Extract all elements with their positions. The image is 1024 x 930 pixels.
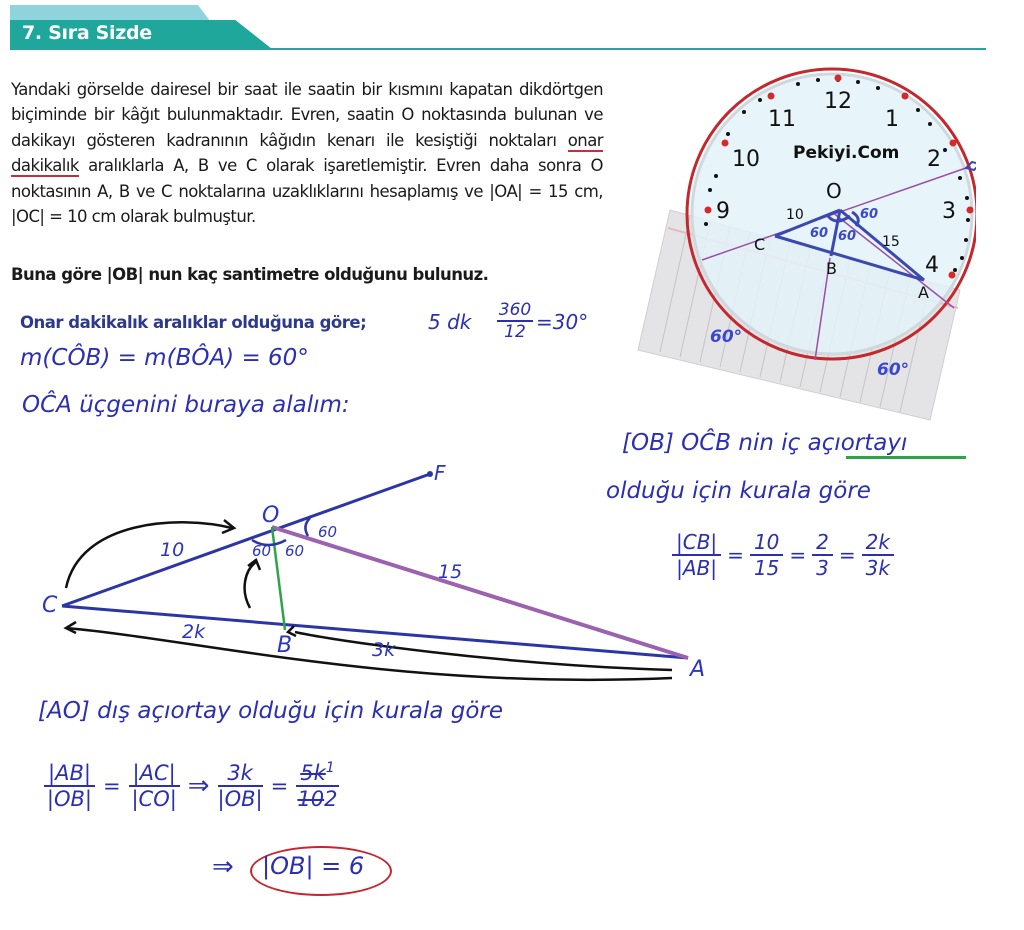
ratio1-d2: 15 — [753, 556, 780, 580]
equals: = — [838, 543, 856, 567]
svg-text:9: 9 — [716, 199, 730, 224]
bisector-text: [OB] OĈB nin iç açıortayı — [622, 430, 908, 456]
answer-arrow: ⇒ — [212, 852, 234, 882]
svg-text:A: A — [690, 657, 706, 682]
ratio2-d4 — [296, 787, 338, 811]
svg-text:60: 60 — [810, 226, 829, 241]
solution-line1: m(CÔB) = m(BÔA) = 60° — [20, 345, 309, 371]
ratio-equation-1 — [672, 530, 894, 580]
svg-text:60°: 60° — [877, 360, 910, 380]
svg-text:1: 1 — [885, 107, 899, 132]
svg-text:4: 4 — [925, 253, 939, 278]
ratio1-n3: 2 — [812, 530, 833, 556]
reduced-numerator: 1 — [325, 760, 335, 776]
svg-text:60°: 60° — [710, 327, 743, 347]
svg-text:B: B — [826, 259, 837, 278]
svg-text:3: 3 — [942, 199, 956, 224]
ratio2-n3: 3k — [218, 761, 263, 787]
svg-text:15: 15 — [438, 561, 463, 583]
problem-text-part1: Yandaki görselde dairesel bir saat ile saatin bir kısmını kapatan dikdörtgen biçiminde bir kâğıt bulunmaktadır. Evren, saatin O noktasında bulunan ve dakikayı gösteren kadranının kâğıdın kenarı ile kesiştiği noktaları — [11, 80, 603, 150]
ratio1-n1: |CB| — [672, 530, 721, 556]
header-divider — [10, 48, 986, 50]
external-bisector-text: [AO] dış açıortay olduğu için kurala göre — [38, 698, 504, 724]
ratio1-n2: 10 — [750, 530, 783, 556]
note-5dk: 5 dk — [428, 310, 472, 334]
svg-text:10: 10 — [160, 539, 185, 561]
equals: = — [102, 773, 121, 798]
svg-text:60: 60 — [285, 542, 305, 560]
svg-text:2: 2 — [927, 147, 941, 172]
equals: = — [270, 773, 289, 798]
reduced-denominator: 2 — [324, 787, 338, 811]
ratio1-n4: 2k — [862, 530, 894, 556]
struck-numerator: 5k — [300, 761, 326, 785]
watermark: Pekiyi.Com — [793, 143, 900, 163]
page-title: 7. Sıra Sizde — [22, 22, 152, 44]
ratio1-d1: |AB| — [676, 556, 718, 580]
header-banner-light — [10, 5, 210, 21]
fraction-numerator: 360 — [498, 300, 532, 320]
svg-text:12: 12 — [824, 89, 852, 114]
note-fraction — [497, 300, 533, 342]
ratio2-d1: |OB| — [46, 786, 93, 811]
svg-text:O: O — [826, 179, 842, 203]
solution-line2: OĈA üçgenini buraya alalım: — [22, 392, 350, 418]
rule-text: olduğu için kurala göre — [606, 478, 871, 504]
fraction-denominator: 12 — [504, 322, 526, 342]
ratio1-d4: 3k — [865, 556, 890, 580]
svg-text:60: 60 — [838, 229, 857, 244]
ratio2-d2: |CO| — [131, 786, 177, 811]
svg-text:60: 60 — [252, 542, 272, 560]
note-result: =30° — [536, 310, 589, 334]
struck-denominator: 10 — [297, 787, 325, 811]
ratio2-n1: |AB| — [44, 761, 95, 787]
problem-question: Buna göre |OB| nun kaç santimetre olduğunu bulunuz. — [11, 265, 489, 284]
svg-text:15: 15 — [882, 234, 900, 250]
problem-text-part2: aralıklarla A, B ve C olarak işaretlemiştir. Evren daha sonra O noktasının A, B ve C noktalarına uzaklıklarını hesaplamış ve |OA| = 15 cm, |OC| = 10 cm olarak bulmuştur. — [11, 156, 603, 227]
svg-text:O: O — [262, 503, 280, 528]
svg-text:B: B — [277, 633, 293, 658]
ratio-equation-2 — [44, 760, 339, 811]
svg-text:C: C — [754, 235, 766, 254]
answer: |OB| = 6 — [262, 852, 365, 880]
svg-text:60: 60 — [860, 207, 879, 222]
svg-text:3k: 3k — [372, 639, 396, 661]
equals: = — [727, 543, 744, 567]
solution-heading: Onar dakikalık aralıklar olduğuna göre; — [20, 313, 367, 332]
svg-text:10: 10 — [786, 207, 804, 223]
svg-text:60: 60 — [318, 523, 338, 541]
ratio2-n2: |AC| — [129, 761, 180, 787]
bisector-underline — [846, 456, 966, 459]
svg-text:2k: 2k — [182, 621, 206, 643]
ratio2-d3: |OB| — [217, 786, 263, 811]
svg-text:10: 10 — [732, 147, 760, 172]
svg-text:A: A — [918, 283, 929, 302]
ratio1-d3: 3 — [816, 556, 829, 580]
svg-text:11: 11 — [768, 107, 796, 132]
equals: = — [789, 543, 807, 567]
svg-text:C: C — [42, 593, 58, 618]
problem-text — [11, 77, 603, 229]
ratio2-n4 — [296, 760, 338, 787]
underlined-phrase: onar dakikalık — [11, 130, 603, 176]
clock-figure — [636, 60, 976, 430]
svg-text:F: F — [434, 461, 446, 485]
implies-arrow: ⇒ — [187, 770, 210, 801]
